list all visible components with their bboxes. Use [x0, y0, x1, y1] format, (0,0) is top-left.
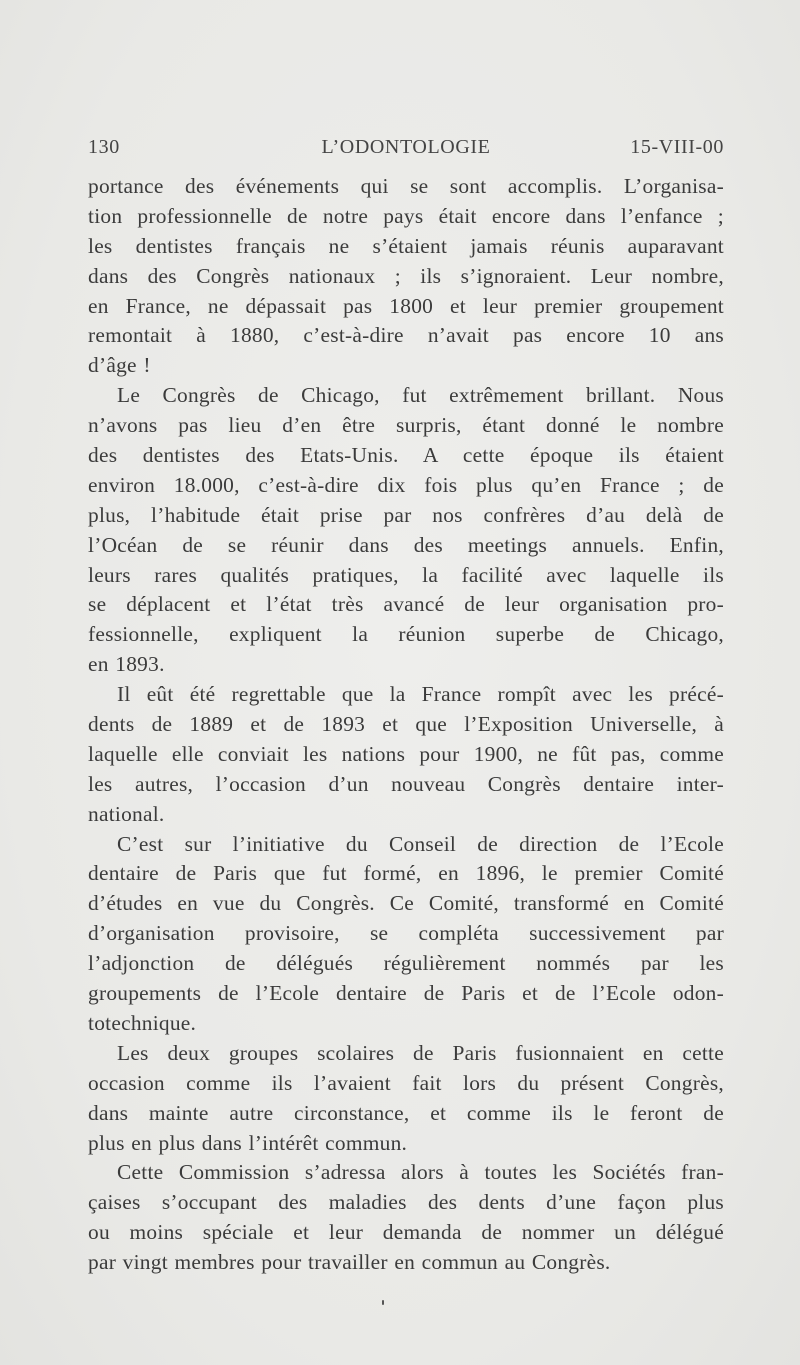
text-line: groupements de l’Ecole dentaire de Paris et de l’Ecole odon-	[88, 981, 724, 1006]
text-line: se déplacent et l’état très avancé de leur organisation pro-	[88, 592, 724, 617]
text-line: environ 18.000, c’est-à-dire dix fois plus qu’en France ; de	[88, 472, 724, 497]
text-line: d’âge !	[88, 353, 151, 378]
text-line: plus, l’habitude était prise par nos confrères d’au delà de	[88, 502, 724, 527]
ink-speck	[382, 1300, 384, 1305]
text-line: en France, ne dépassait pas 1800 et leur premier groupement	[88, 293, 724, 318]
text-line: çaises s’occupant des maladies des dents d’une façon plus	[88, 1190, 724, 1215]
text-line: dans mainte autre circonstance, et comme ils le feront de	[88, 1100, 724, 1125]
text-line: portance des événements qui se sont accomplis. L’organisa-	[88, 174, 724, 198]
text-line: par vingt membres pour travailler en commun au Congrès.	[88, 1250, 611, 1275]
page-number: 130	[88, 136, 120, 158]
text-line: Les deux groupes scolaires de Paris fusionnaient en cette	[117, 1040, 724, 1065]
text-line: dans des Congrès nationaux ; ils s’ignoraient. Leur nombre,	[88, 263, 724, 288]
text-line: dents de 1889 et de 1893 et que l’Exposition Universelle, à	[88, 712, 724, 737]
text-line: Il eût été regrettable que la France rompît avec les précé-	[117, 682, 724, 707]
text-line: national.	[88, 801, 165, 826]
text-line: Le Congrès de Chicago, fut extrêmement brillant. Nous	[117, 383, 724, 408]
text-line: l’Océan de se réunir dans des meetings annuels. Enfin,	[88, 532, 724, 557]
text-line: ou moins spéciale et leur demanda de nommer un délégué	[88, 1220, 724, 1245]
text-line: occasion comme ils l’avaient fait lors du présent Congrès,	[88, 1070, 724, 1095]
text-line: les autres, l’occasion d’un nouveau Congrès dentaire inter-	[88, 771, 724, 796]
text-line: totechnique.	[88, 1010, 197, 1035]
text-line: laquelle elle conviait les nations pour 1900, ne fût pas, comme	[88, 741, 724, 766]
issue-date: 15-VIII-00	[630, 136, 724, 158]
text-line: en 1893.	[88, 652, 165, 677]
text-line: tion professionnelle de notre pays était encore dans l’enfance ;	[88, 203, 724, 228]
text-line: fessionnelle, expliquent la réunion superbe de Chicago,	[88, 622, 724, 647]
journal-title: L’ODONTOLOGIE	[321, 136, 491, 158]
text-line: d’organisation provisoire, se compléta successivement par	[88, 921, 724, 946]
text-line: remontait à 1880, c’est-à-dire n’avait pas encore 10 ans	[88, 323, 724, 348]
body-text	[88, 172, 724, 1278]
text-line: leurs rares qualités pratiques, la facilité avec laquelle ils	[88, 562, 724, 587]
text-line: d’études en vue du Congrès. Ce Comité, transformé en Comité	[88, 891, 724, 916]
text-line: les dentistes français ne s’étaient jamais réunis auparavant	[88, 233, 724, 258]
text-line: n’avons pas lieu d’en être surpris, étant donné le nombre	[88, 413, 724, 438]
text-line: Cette Commission s’adressa alors à toutes les Sociétés fran-	[117, 1160, 724, 1185]
running-head	[88, 136, 724, 160]
text-line: C’est sur l’initiative du Conseil de direction de l’Ecole	[117, 831, 724, 856]
text-line: l’adjonction de délégués régulièrement nommés par les	[88, 951, 724, 976]
text-line: des dentistes des Etats-Unis. A cette époque ils étaient	[88, 443, 724, 468]
text-line: plus en plus dans l’intérêt commun.	[88, 1130, 408, 1155]
text-line: dentaire de Paris que fut formé, en 1896, le premier Comité	[88, 861, 724, 886]
